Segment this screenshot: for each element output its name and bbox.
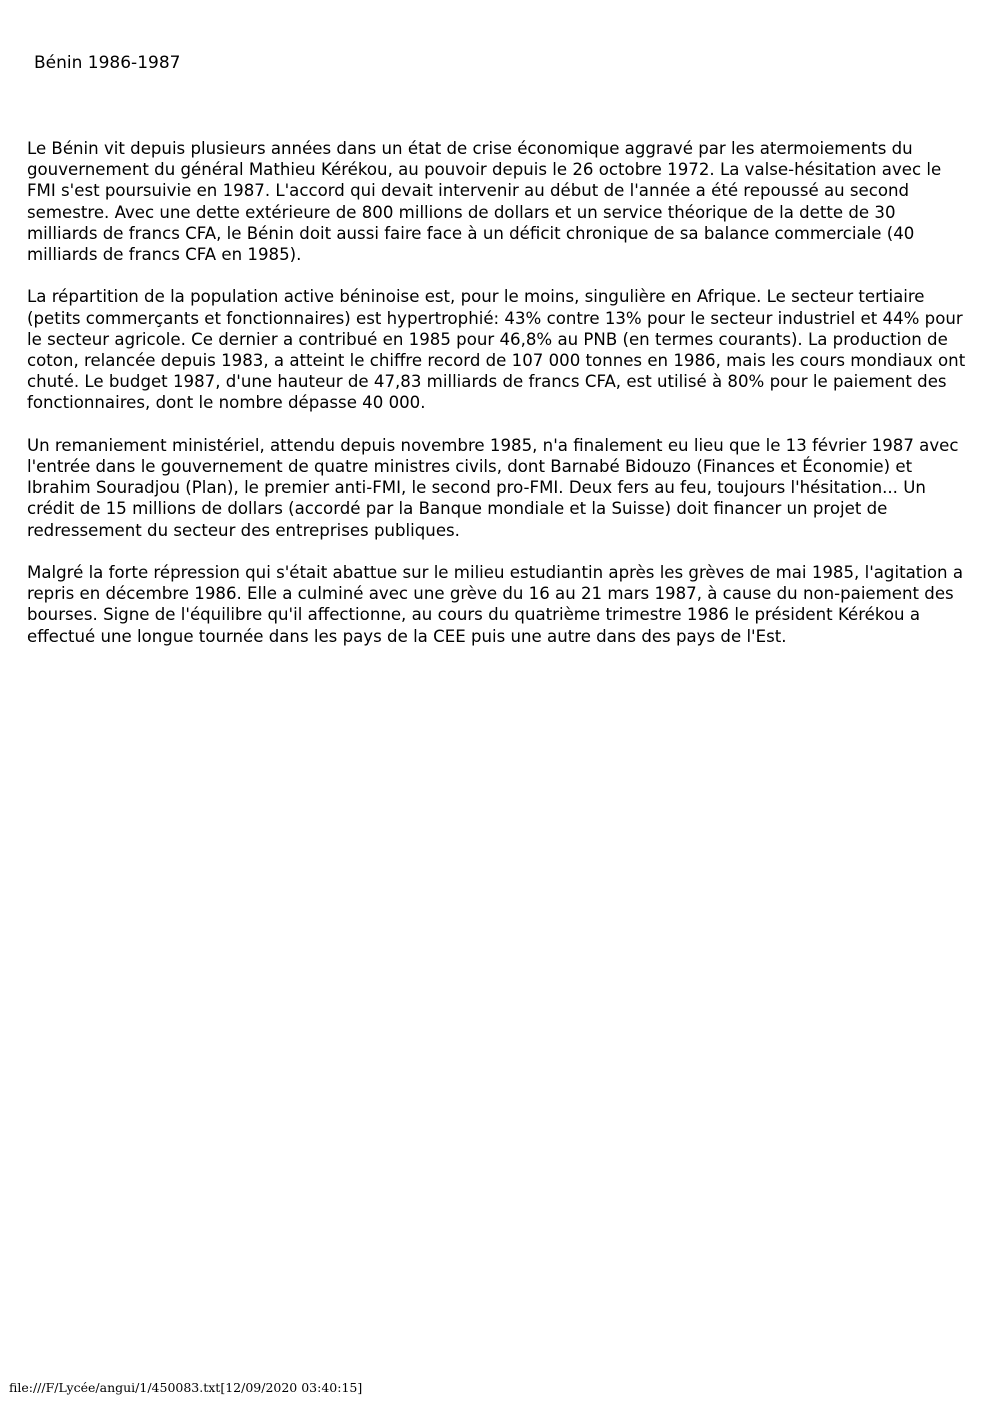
- paragraph-4: Malgré la forte répression qui s'était abattue sur le milieu estudiantin après les grèves de mai 1985, l'agitation a repris en décembre 1986. Elle a culminé avec une grève du 16 au 21 mars 1987, à cause du non-paiement des bourses. Signe de l'équilibre qu'il affectionne, au cours du quatrième trimestre 1986 le président Kérékou a effectué une longue tournée dans les pays de la CEE puis une autre dans des pays de l'Est.: [27, 563, 963, 646]
- paragraph-1: Le Bénin vit depuis plusieurs années dans un état de crise économique aggravé par les atermoiements du gouvernement du général Mathieu Kérékou, au pouvoir depuis le 26 octobre 1972. La valse-hésitation avec le FMI s'est poursuivie en 1987. L'accord qui devait intervenir au début de l'année a été repoussé au second semestre. Avec une dette extérieure de 800 millions de dollars et un service théorique de la dette de 30 milliards de francs CFA, le Bénin doit aussi faire face à un déficit chronique de sa balance commerciale (40 milliards de francs CFA en 1985).: [27, 139, 942, 265]
- page-title: Bénin 1986-1987: [34, 53, 181, 73]
- footer-file-path: file:///F/Lycée/angui/1/450083.txt[12/09/2020 03:40:15]: [9, 1380, 363, 1395]
- paragraph-3: Un remaniement ministériel, attendu depuis novembre 1985, n'a finalement eu lieu que le 13 février 1987 avec l'entrée dans le gouvernement de quatre ministres civils, dont Barnabé Bidouzo (Finances et Économie) et Ibrahim Souradjou (Plan), le premier anti-FMI, le second pro-FMI. Deux fers au feu, toujours l'hésitation... Un crédit de 15 millions de dollars (accordé par la Banque mondiale et la Suisse) doit financer un projet de redressement du secteur des entreprises publiques.: [27, 435, 959, 540]
- article-body: [27, 138, 967, 668]
- paragraph-2: La répartition de la population active béninoise est, pour le moins, singulière en Afrique. Le secteur tertiaire (petits commerçants et fonctionnaires) est hypertrophié: 43% contre 13% pour le secteur industriel et 44% pour le secteur agricole. Ce dernier a contribué en 1985 pour 46,8% au PNB (en termes courants). La production de coton, relancée depuis 1983, a atteint le chiffre record de 107 000 tonnes en 1986, mais les cours mondiaux ont chuté. Le budget 1987, d'une hauteur de 47,83 milliards de francs CFA, est utilisé à 80% pour le paiement des fonctionnaires, dont le nombre dépasse 40 000.: [27, 287, 966, 413]
